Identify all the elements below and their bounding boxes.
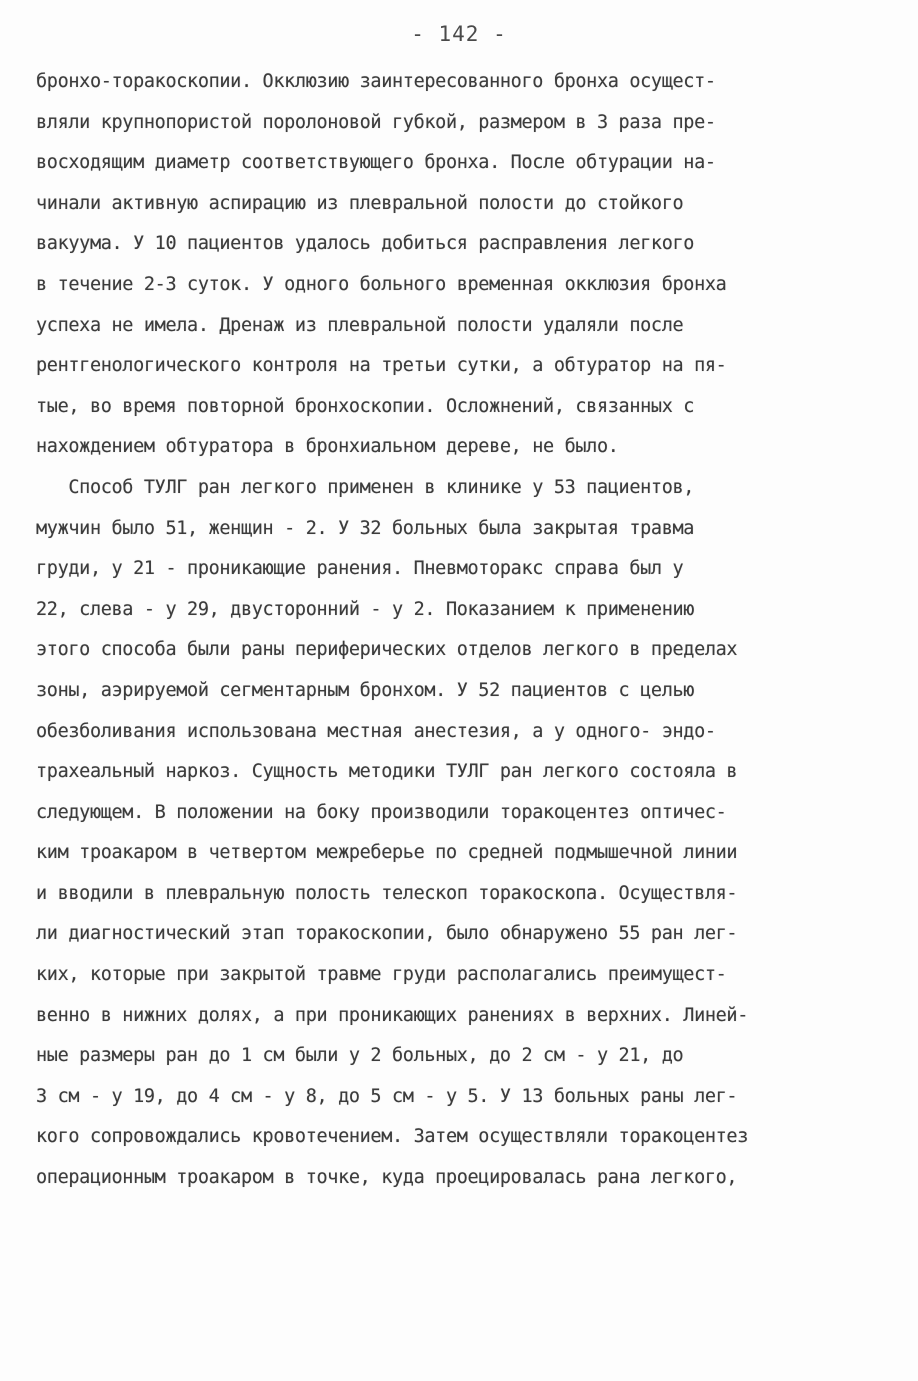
text-line: вакуума. У 10 пациентов удалось добиться расправления легкого <box>36 233 695 255</box>
text-line: этого способа были раны периферических отделов легкого в пределах <box>36 639 738 661</box>
text-line: 3 см - у 19, до 4 см - у 8, до 5 см - у 5. У 13 больных раны лег- <box>36 1085 738 1107</box>
text-line: в течение 2-3 суток. У одного больного временная окклюзия бронха <box>36 273 727 295</box>
text-line: чинали активную аспирацию из плевральной полости до стойкого <box>36 192 684 214</box>
text-line: восходящим диаметр соответствующего бронха. После обтурации на- <box>36 152 716 174</box>
text-line: 22, слева - у 29, двусторонний - у 2. Показанием к применению <box>36 598 695 620</box>
text-line: следующем. В положении на боку производили торакоцентез оптичес- <box>36 801 727 823</box>
text-line: груди, у 21 - проникающие ранения. Пневмоторакс справа был у <box>36 558 684 580</box>
text-line: вляли крупнопористой поролоновой губкой, размером в 3 раза пре- <box>36 111 716 133</box>
text-line: обезболивания использована местная анестезия, а у одного- эндо- <box>36 720 716 742</box>
text-line: ким троакаром в четвертом межреберье по средней подмышечной линии <box>36 842 738 864</box>
page-number: - 142 - <box>411 22 507 46</box>
text-line: ные размеры ран до 1 см были у 2 больных, до 2 см - у 21, до <box>36 1045 684 1067</box>
text-line: зоны, аэрируемой сегментарным бронхом. У 52 пациентов с целью <box>36 679 695 701</box>
text-line: кого сопровождались кровотечением. Затем осуществляли торакоцентез <box>36 1126 749 1148</box>
text-line: тые, во время повторной бронхоскопии. Осложнений, связанных с <box>36 395 695 417</box>
body-text <box>36 62 886 1199</box>
text-line: бронхо-торакоскопии. Окклюзию заинтересованного бронха осущест- <box>36 71 716 92</box>
text-line: Способ ТУЛГ ран легкого применен в клинике у 53 пациентов, <box>36 476 695 498</box>
text-line: рентгенологического контроля на третьи сутки, а обтуратор на пя- <box>36 355 727 377</box>
text-line: операционным троакаром в точке, куда проецировалась рана легкого, <box>36 1167 738 1189</box>
text-line: ких, которые при закрытой травме груди располагались преимущест- <box>36 964 727 986</box>
text-line: нахождением обтуратора в бронхиальном дереве, не было. <box>36 436 619 458</box>
text-line: успеха не имела. Дренаж из плевральной полости удаляли после <box>36 314 684 336</box>
text-line: трахеальный наркоз. Сущность методики ТУЛГ ран легкого состояла в <box>36 761 738 783</box>
text-line: венно в нижних долях, а при проникающих ранениях в верхних. Линей- <box>36 1004 749 1026</box>
text-line: и вводили в плевральную полость телескоп торакоскопа. Осуществля- <box>36 882 738 904</box>
text-line: мужчин было 51, женщин - 2. У 32 больных была закрытая травма <box>36 517 695 539</box>
text-line: ли диагностический этап торакоскопии, было обнаружено 55 ран лег- <box>36 923 738 945</box>
